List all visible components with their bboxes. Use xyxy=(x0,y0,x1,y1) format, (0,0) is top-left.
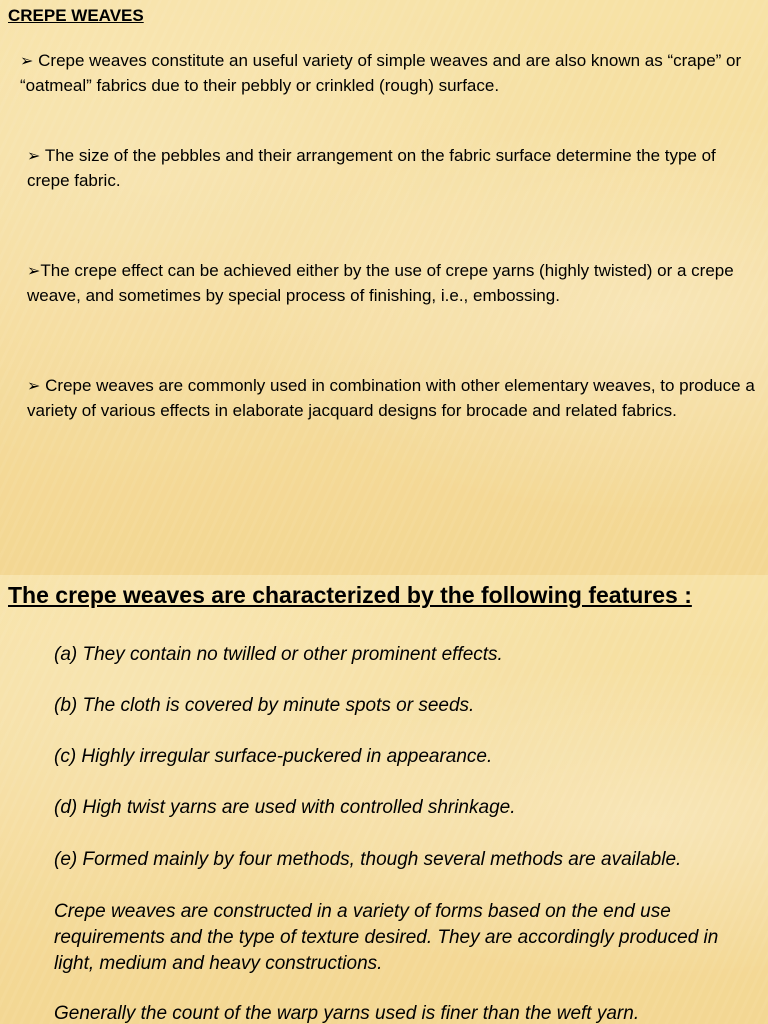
feature-item: (e) Formed mainly by four methods, though several methods are available. xyxy=(54,849,682,870)
arrow-bullet-icon: ➢ xyxy=(27,148,41,165)
bullet-item xyxy=(27,259,759,308)
feature-item: (c) Highly irregular surface-puckered in appearance. xyxy=(54,746,493,767)
feature-item: (b) The cloth is covered by minute spots or seeds. xyxy=(54,695,475,716)
bullet-text: The size of the pebbles and their arrangement on the fabric surface determine the type of crepe fabric. xyxy=(27,146,716,190)
slide-crepe-features xyxy=(0,575,768,1024)
bullet-text: Crepe weaves are commonly used in combination with other elementary weaves, to produce a variety of various effects in elaborate jacquard designs for brocade and related fabrics. xyxy=(27,376,755,420)
feature-item: (d) High twist yarns are used with controlled shrinkage. xyxy=(54,797,516,818)
arrow-bullet-icon: ➢ xyxy=(27,378,41,395)
bullet-text: The crepe effect can be achieved either by the use of crepe yarns (highly twisted) or a crepe weave, and sometimes by special process of finishing, i.e., embossing. xyxy=(27,261,734,305)
yarn-count-note: Generally the count of the warp yarns used is finer than the weft yarn. xyxy=(54,1003,640,1024)
arrow-bullet-icon: ➢ xyxy=(20,53,34,70)
feature-item: (a) They contain no twilled or other prominent effects. xyxy=(54,644,503,665)
slide-title: The crepe weaves are characterized by the following features : xyxy=(8,582,692,608)
bullet-item xyxy=(20,49,758,98)
construction-paragraph: Crepe weaves are constructed in a variety of forms based on the end use requirements and the type of texture desired. They are accordingly produced in light, medium and heavy constructions. xyxy=(54,901,719,974)
slide-title: CREPE WEAVES xyxy=(8,6,144,25)
bullet-item xyxy=(27,374,759,423)
bullet-text: Crepe weaves constitute an useful variety of simple weaves and are also known as “crape” or “oatmeal” fabrics due to their pebbly or crinkled (rough) surface. xyxy=(20,51,742,95)
bullet-item xyxy=(27,144,759,193)
arrow-bullet-icon: ➢ xyxy=(27,263,41,280)
